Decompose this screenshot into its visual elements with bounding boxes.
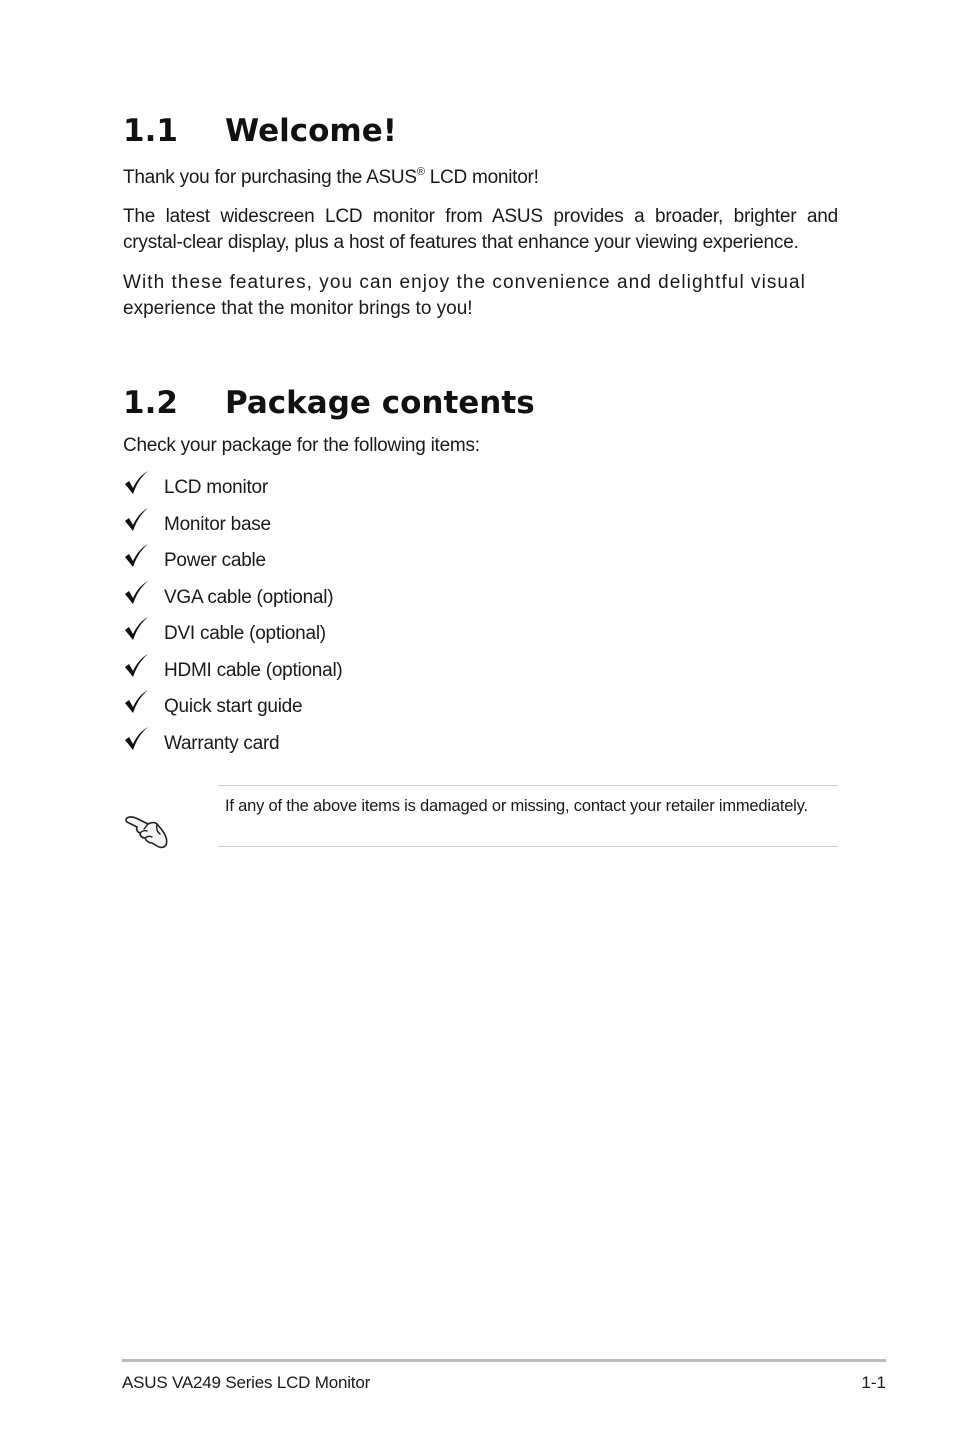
footer-divider [122,1359,886,1362]
checkmark-icon [123,653,149,679]
section-number: 1.2 [123,385,178,421]
checkmark-icon [123,616,149,642]
hand-pointing-icon [124,810,170,850]
features-paragraph [123,270,838,322]
footer-page-number: 1-1 [861,1373,886,1392]
list-item [123,726,343,763]
item-label: Quick start guide [164,696,303,718]
features-line-1: With these features, you can enjoy the convenience and delightful visual [123,272,806,293]
item-label: Warranty card [164,732,280,754]
section-heading-package [123,385,535,421]
section-heading-welcome [123,113,397,149]
thanks-text-end: LCD monitor! [424,167,539,188]
item-label: Monitor base [164,513,271,535]
checkmark-icon [123,726,149,752]
registered-mark: ® [416,166,425,178]
item-label: VGA cable (optional) [164,586,334,608]
footer-product-name: ASUS VA249 Series LCD Monitor [122,1373,371,1392]
checkmark-icon [123,580,149,606]
checkmark-icon [123,543,149,569]
list-item [123,470,343,507]
item-label: LCD monitor [164,477,268,499]
checkmark-icon [123,689,149,715]
section-title: Package contents [225,385,535,421]
intro-paragraph: The latest widescreen LCD monitor from ASUS provides a broader, brighter and crystal-clear display, plus a host of features that enhance your viewing experience. [123,206,838,253]
checkmark-icon [123,470,149,496]
item-label: DVI cable (optional) [164,623,326,645]
thanks-text: Thank you for purchasing the ASUS [123,167,417,188]
item-label: Power cable [164,550,266,572]
list-item [123,653,343,690]
list-item [123,689,343,726]
package-intro: Check your package for the following items: [123,435,480,456]
section-title: Welcome! [225,113,397,149]
item-label: HDMI cable (optional) [164,659,343,681]
list-item [123,580,343,617]
package-checklist [123,470,343,762]
note-box [218,785,838,847]
section-number: 1.1 [123,113,178,149]
list-item [123,616,343,653]
list-item [123,507,343,544]
list-item [123,543,343,580]
note-text: If any of the above items is damaged or missing, contact your retailer immediately. [225,797,808,815]
checkmark-icon [123,507,149,533]
thanks-paragraph [123,165,838,191]
features-line-2: experience that the monitor brings to you! [123,298,473,319]
